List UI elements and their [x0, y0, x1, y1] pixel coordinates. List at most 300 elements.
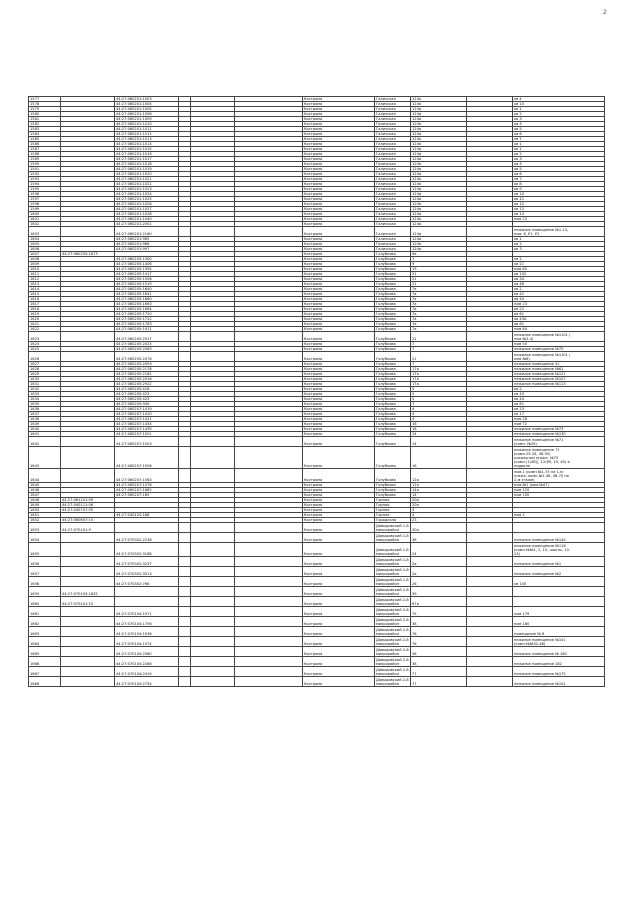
- blank-cell: [235, 352, 303, 362]
- blank-cell: [235, 567, 303, 577]
- city: Кострома: [303, 667, 375, 677]
- house-number: 38: [411, 647, 467, 657]
- city: Кострома: [303, 247, 375, 252]
- building-cadastral-number: 44:27:060205:940: [115, 402, 179, 407]
- row-number: 1658: [29, 577, 61, 587]
- premises: кв 61: [513, 312, 605, 317]
- row-number: 1613: [29, 282, 61, 287]
- blank-cell: [467, 617, 513, 627]
- blank-cell: [467, 587, 513, 597]
- city: Кострома: [303, 447, 375, 469]
- city: Кострома: [303, 207, 375, 212]
- blank-cell: [191, 627, 235, 637]
- table-row: [29, 657, 605, 667]
- street: Голубкова: [375, 307, 411, 312]
- street: Голубкова: [375, 387, 411, 392]
- building-cadastral-number: 44:27:060201:2160: [115, 227, 179, 237]
- street: Давыдовский 1-й микрорайон: [376, 558, 409, 566]
- city: Кострома: [303, 192, 375, 197]
- building-cadastral-number: 44:27:060207:1420: [115, 412, 179, 417]
- house-number: 124а: [411, 217, 467, 222]
- house-number: 67а: [411, 597, 467, 607]
- row-number: 1643: [29, 447, 61, 469]
- building-cadastral-number: 44:27:060201:1008: [115, 112, 179, 117]
- house-number: 7а: [411, 297, 467, 302]
- house-number: 124а: [411, 207, 467, 212]
- row-number: 1653: [29, 523, 61, 533]
- premises: нежилое помещение №107: [513, 377, 605, 382]
- row-number: 1631: [29, 382, 61, 387]
- building-cadastral-number: 44:27:070104:1971: [115, 607, 179, 617]
- table-row: [29, 332, 605, 342]
- blank-cell: [467, 543, 513, 557]
- premises: кв 10: [513, 192, 605, 197]
- land-cadastral-number: 44:27:070101:10: [61, 597, 115, 607]
- row-number: 1668: [29, 677, 61, 687]
- row-number: 1663: [29, 627, 61, 637]
- spacer-cell: [179, 577, 191, 587]
- premises: нежилое помещение №116 (комн.№№1, 2, 10, шахты, 10- 23): [513, 543, 605, 557]
- building-cadastral-number: 44:27:060201:1021: [115, 177, 179, 182]
- house-number: 124а: [411, 197, 467, 202]
- row-number: 1666: [29, 657, 61, 667]
- premises: пом 179: [513, 607, 605, 617]
- row-number: 1583: [29, 127, 61, 132]
- row-number: 1589: [29, 157, 61, 162]
- street: Голубкова: [375, 332, 411, 342]
- blank-cell: [191, 567, 235, 577]
- street: Давыдовский 2-й микрорайон: [376, 668, 409, 676]
- building-cadastral-number: 44:27:060205:2916: [115, 377, 179, 382]
- blank-cell: [235, 597, 303, 607]
- building-cadastral-number: 44:27:060205:1417: [115, 272, 179, 277]
- blank-cell: [467, 607, 513, 617]
- blank-cell: [235, 577, 303, 587]
- building-cadastral-number: 44:27:060201:1009: [115, 117, 179, 122]
- blank-cell: [235, 617, 303, 627]
- row-number: 1645: [29, 483, 61, 488]
- city: Кострома: [303, 212, 375, 217]
- house-number: 7а: [411, 317, 467, 322]
- premises: нежилое помещение №2: [513, 567, 605, 577]
- city: Кострома: [303, 202, 375, 207]
- premises: кв 22: [513, 307, 605, 312]
- building-cadastral-number: 44:27:060205:1660: [115, 297, 179, 302]
- city: Кострома: [303, 272, 375, 277]
- building-cadastral-number: 44:27:060201:1022: [115, 182, 179, 187]
- land-cadastral-number: [61, 647, 115, 657]
- blank-cell: [235, 227, 303, 237]
- house-number: 7а: [411, 292, 467, 297]
- row-number: 1586: [29, 142, 61, 147]
- premises: кв 2: [513, 112, 605, 117]
- house-number: 124а: [411, 202, 467, 207]
- spacer-cell: [179, 469, 191, 483]
- building-cadastral-number: 44:27:060205:2025: [115, 342, 179, 347]
- building-cadastral-number: 44:27:060205:1506: [115, 277, 179, 282]
- table-row: [29, 567, 605, 577]
- house-number: 14: [411, 432, 467, 437]
- city: Кострома: [303, 262, 375, 267]
- row-number: 1621: [29, 322, 61, 327]
- house-number: 9а: [411, 252, 467, 257]
- table-row: [29, 533, 605, 543]
- building-cadastral-number: 44:27:060201:1018: [115, 162, 179, 167]
- table-row: [29, 523, 605, 533]
- premises: пом 72: [513, 422, 605, 427]
- blank-cell: [467, 637, 513, 647]
- building-cadastral-number: 44:27:060205:1911: [115, 327, 179, 332]
- house-number: 5: [411, 392, 467, 397]
- land-cadastral-number: 44:27:070101:9: [61, 523, 115, 533]
- street: Голубкова: [375, 297, 411, 302]
- building-cadastral-number: 44:27:060205:1763: [115, 322, 179, 327]
- blank-cell: [235, 523, 303, 533]
- building-cadastral-number: 44:27:060205:2178: [115, 367, 179, 372]
- house-number: 124а: [411, 97, 467, 102]
- street: Давыдовский 2-й микрорайон: [376, 678, 409, 686]
- row-number: 1595: [29, 187, 61, 192]
- building-cadastral-number: 44:27:060205:2063: [115, 347, 179, 352]
- city: Кострома: [303, 498, 375, 503]
- row-number: 1609: [29, 262, 61, 267]
- premises: кв 3: [513, 247, 605, 252]
- house-number: 4: [411, 417, 467, 422]
- building-cadastral-number: 44:27:060201:1013: [115, 137, 179, 142]
- blank-cell: [235, 447, 303, 469]
- house-number: 75: [411, 607, 467, 617]
- house-number: 124а: [411, 132, 467, 137]
- street: Галичская: [375, 237, 411, 242]
- house-number: 124а: [411, 102, 467, 107]
- building-cadastral-number: 44:27:060207:189: [115, 493, 179, 498]
- city: Кострома: [303, 122, 375, 127]
- building-cadastral-number: 44:27:060205:2922: [115, 382, 179, 387]
- blank-cell: [191, 637, 235, 647]
- row-number: 1603: [29, 227, 61, 237]
- city: Кострома: [303, 132, 375, 137]
- spacer-cell: [179, 332, 191, 342]
- table-row: [29, 647, 605, 657]
- row-number: 1644: [29, 469, 61, 483]
- house-number: 2а: [411, 567, 467, 577]
- city: Кострома: [303, 647, 375, 657]
- row-number: 1579: [29, 107, 61, 112]
- row-number: 1610: [29, 267, 61, 272]
- row-number: 1598: [29, 202, 61, 207]
- row-number: 1607: [29, 252, 61, 257]
- city: Кострома: [303, 392, 375, 397]
- city: Кострома: [303, 317, 375, 322]
- premises: кв 48: [513, 282, 605, 287]
- building-cadastral-number: 44:27:060201:1020: [115, 172, 179, 177]
- house-number: 30а: [411, 523, 467, 533]
- row-number: 1638: [29, 417, 61, 422]
- premises: нежилое помещение 71 (комн.29-34, 36-50) цокольном этаже, №73 (комн.(1(4б)), 12(69, 19, 40) в подвале: [513, 447, 605, 469]
- city: Кострома: [303, 493, 375, 498]
- premises: пом 64: [513, 327, 605, 332]
- street: Галичская: [375, 137, 411, 142]
- city: Кострома: [303, 469, 375, 483]
- street: Галичская: [375, 102, 411, 107]
- building-cadastral-number: 44:27:060201:1015: [115, 147, 179, 152]
- street: Голубкова: [375, 342, 411, 347]
- house-number: 76: [411, 627, 467, 637]
- premises: кв 3: [513, 117, 605, 122]
- land-cadastral-number: 44:27:060205:1673: [61, 252, 115, 257]
- row-number: 1580: [29, 112, 61, 117]
- house-number: 7: [411, 362, 467, 367]
- street: Галичская: [375, 167, 411, 172]
- premises: кв 1: [513, 147, 605, 152]
- blank-cell: [467, 597, 513, 607]
- blank-cell: [191, 577, 235, 587]
- row-number: 1618: [29, 307, 61, 312]
- table-row: [29, 447, 605, 469]
- premises: нежилое помещение №1101 ( пом №2.4): [513, 332, 605, 342]
- premises: пом 120: [513, 488, 605, 493]
- row-number: 1605: [29, 242, 61, 247]
- spacer-cell: [179, 587, 191, 597]
- row-number: 1588: [29, 152, 61, 157]
- blank-cell: [191, 332, 235, 342]
- row-number: 1590: [29, 162, 61, 167]
- city: Кострома: [303, 587, 375, 597]
- premises: кв 2: [513, 242, 605, 247]
- house-number: 17а: [411, 372, 467, 377]
- building-cadastral-number: 44:27:060205:1640: [115, 287, 179, 292]
- blank-cell: [467, 557, 513, 567]
- premises: кв 6: [513, 172, 605, 177]
- street: Галичская: [375, 247, 411, 252]
- street: Голубкова: [375, 432, 411, 437]
- city: Кострома: [303, 617, 375, 627]
- blank-cell: [191, 667, 235, 677]
- street: Голубкова: [375, 469, 411, 483]
- row-number: 1577: [29, 97, 61, 102]
- house-number: 7: [411, 347, 467, 352]
- street: Галичская: [375, 217, 411, 222]
- spacer-cell: [179, 657, 191, 667]
- house-number: 39: [411, 587, 467, 597]
- city: Кострома: [303, 377, 375, 382]
- street: Давыдовский 2-й микрорайон: [376, 618, 409, 626]
- blank-cell: [191, 677, 235, 687]
- city: Кострома: [303, 533, 375, 543]
- building-cadastral-number: 44:27:060205:1722: [115, 317, 179, 322]
- building-cadastral-number: 44:27:060201:1005: [115, 107, 179, 112]
- city: Кострома: [303, 167, 375, 172]
- house-number: 38: [411, 617, 467, 627]
- land-cadastral-number: [61, 607, 115, 617]
- street: Голубкова: [375, 488, 411, 493]
- building-cadastral-number: 44:27:060205:1300: [115, 257, 179, 262]
- building-cadastral-number: 44:27:060201:1024: [115, 192, 179, 197]
- city: Кострома: [303, 397, 375, 402]
- premises: нежилое помещение 41: [513, 362, 605, 367]
- premises: кв 4: [513, 162, 605, 167]
- premises: кв 4: [513, 97, 605, 102]
- street: Горная: [375, 503, 411, 508]
- city: Кострома: [303, 107, 375, 112]
- city: Кострома: [303, 172, 375, 177]
- blank-cell: [235, 557, 303, 567]
- city: Кострома: [303, 312, 375, 317]
- city: Кострома: [303, 182, 375, 187]
- street: Голубкова: [375, 377, 411, 382]
- city: Кострома: [303, 222, 375, 227]
- city: Кострома: [303, 162, 375, 167]
- house-number: 124а: [411, 162, 467, 167]
- row-number: 1606: [29, 247, 61, 252]
- row-number: 1630: [29, 377, 61, 382]
- row-number: 1604: [29, 237, 61, 242]
- city: Кострома: [303, 157, 375, 162]
- land-cadastral-number: [61, 469, 115, 483]
- city: Кострома: [303, 267, 375, 272]
- blank-cell: [467, 227, 513, 237]
- city: Кострома: [303, 597, 375, 607]
- street: Голубкова: [375, 312, 411, 317]
- street: Галичская: [375, 117, 411, 122]
- blank-cell: [467, 667, 513, 677]
- city: Кострома: [303, 292, 375, 297]
- house-number: 124а: [411, 167, 467, 172]
- house-number: 1: [411, 257, 467, 262]
- house-number: 21: [411, 272, 467, 277]
- premises: кв 102: [513, 272, 605, 277]
- table-row: [29, 469, 605, 483]
- blank-cell: [235, 332, 303, 342]
- street: Голубкова: [375, 382, 411, 387]
- spacer-cell: [179, 667, 191, 677]
- building-cadastral-number: 44:27:060205:418: [115, 387, 179, 392]
- house-number: 12а: [411, 469, 467, 483]
- row-number: 1581: [29, 117, 61, 122]
- street: Галичская: [375, 142, 411, 147]
- premises: кв 44: [513, 397, 605, 402]
- street: Голубкова: [375, 362, 411, 367]
- blank-cell: [467, 469, 513, 483]
- blank-cell: [235, 469, 303, 483]
- city: Кострома: [303, 607, 375, 617]
- building-cadastral-number: 44:27:060205:1663: [115, 302, 179, 307]
- row-number: 1667: [29, 667, 61, 677]
- premises: кв 9: [513, 187, 605, 192]
- building-cadastral-number: 44:27:060205:1406: [115, 262, 179, 267]
- city: Кострома: [303, 227, 375, 237]
- blank-cell: [235, 667, 303, 677]
- house-number: 77: [411, 677, 467, 687]
- city: Кострома: [303, 102, 375, 107]
- row-number: 1633: [29, 392, 61, 397]
- premises: пом 28: [513, 417, 605, 422]
- street: Давыдовский 2-й микрорайон: [376, 608, 409, 616]
- street: Галичская: [375, 187, 411, 192]
- row-number: 1629: [29, 372, 61, 377]
- row-number: 1578: [29, 102, 61, 107]
- table-row: [29, 637, 605, 647]
- building-cadastral-number: 44:27:070302:2238: [115, 533, 179, 543]
- building-cadastral-number: 44:27:070104:2080: [115, 647, 179, 657]
- city: Кострома: [303, 302, 375, 307]
- spacer-cell: [179, 607, 191, 617]
- spacer-cell: [179, 617, 191, 627]
- premises: [513, 597, 605, 607]
- blank-cell: [235, 657, 303, 667]
- house-number: 124а: [411, 187, 467, 192]
- building-cadastral-number: 44:27:060201:1028: [115, 212, 179, 217]
- city: Кострома: [303, 543, 375, 557]
- land-cadastral-number: [61, 227, 115, 237]
- city: Кострома: [303, 142, 375, 147]
- row-number: 1657: [29, 567, 61, 577]
- blank-cell: [467, 533, 513, 543]
- street: Давыдовский 1-й микрорайон: [376, 578, 409, 586]
- house-number: 124а: [411, 192, 467, 197]
- street: Голубкова: [375, 372, 411, 377]
- street: Галичская: [375, 132, 411, 137]
- premises: пом 22: [513, 217, 605, 222]
- blank-cell: [191, 227, 235, 237]
- land-cadastral-number: [61, 637, 115, 647]
- street: Горная: [375, 508, 411, 513]
- street: Голубкова: [375, 262, 411, 267]
- street: Галичская: [375, 182, 411, 187]
- city: Кострома: [303, 362, 375, 367]
- blank-cell: [467, 352, 513, 362]
- building-cadastral-number: 44:27:060201:2001: [115, 222, 179, 227]
- premises: пом 23: [513, 302, 605, 307]
- street: Галичская: [375, 97, 411, 102]
- house-number: 124а: [411, 172, 467, 177]
- city: Кострома: [303, 627, 375, 637]
- city: Кострома: [303, 513, 375, 518]
- house-number: 21: [411, 352, 467, 362]
- land-cadastral-number: [61, 667, 115, 677]
- building-cadastral-number: 44:27:070104:2419: [115, 667, 179, 677]
- city: Кострома: [303, 372, 375, 377]
- row-number: 1597: [29, 197, 61, 202]
- row-number: 1656: [29, 557, 61, 567]
- building-cadastral-number: 44:27:060205:2017: [115, 332, 179, 342]
- city: Кострома: [303, 483, 375, 488]
- premises: кв 14: [513, 212, 605, 217]
- premises: кв 11: [513, 197, 605, 202]
- row-number: 1637: [29, 412, 61, 417]
- table-row: [29, 597, 605, 607]
- city: Кострома: [303, 282, 375, 287]
- city: Кострома: [303, 117, 375, 122]
- premises: нежилое помещение №175: [513, 667, 605, 677]
- street: Давыдовский 1-й микрорайон: [376, 534, 409, 542]
- table-row: [29, 557, 605, 567]
- blank-cell: [235, 677, 303, 687]
- house-number: 2а: [411, 557, 467, 567]
- row-number: 1594: [29, 182, 61, 187]
- building-cadastral-number: 44:27:060201:1003: [115, 97, 179, 102]
- spacer-cell: [179, 437, 191, 447]
- street: Давыдовский 1-й микрорайон: [375, 543, 411, 557]
- house-number: 124а: [411, 142, 467, 147]
- land-cadastral-number: [61, 437, 115, 447]
- street: Давыдовский 2-й микрорайон: [376, 658, 409, 666]
- blank-cell: [467, 577, 513, 587]
- street: Голубкова: [375, 447, 411, 469]
- city: Кострома: [303, 127, 375, 132]
- street: Голубкова: [375, 422, 411, 427]
- row-number: 1636: [29, 407, 61, 412]
